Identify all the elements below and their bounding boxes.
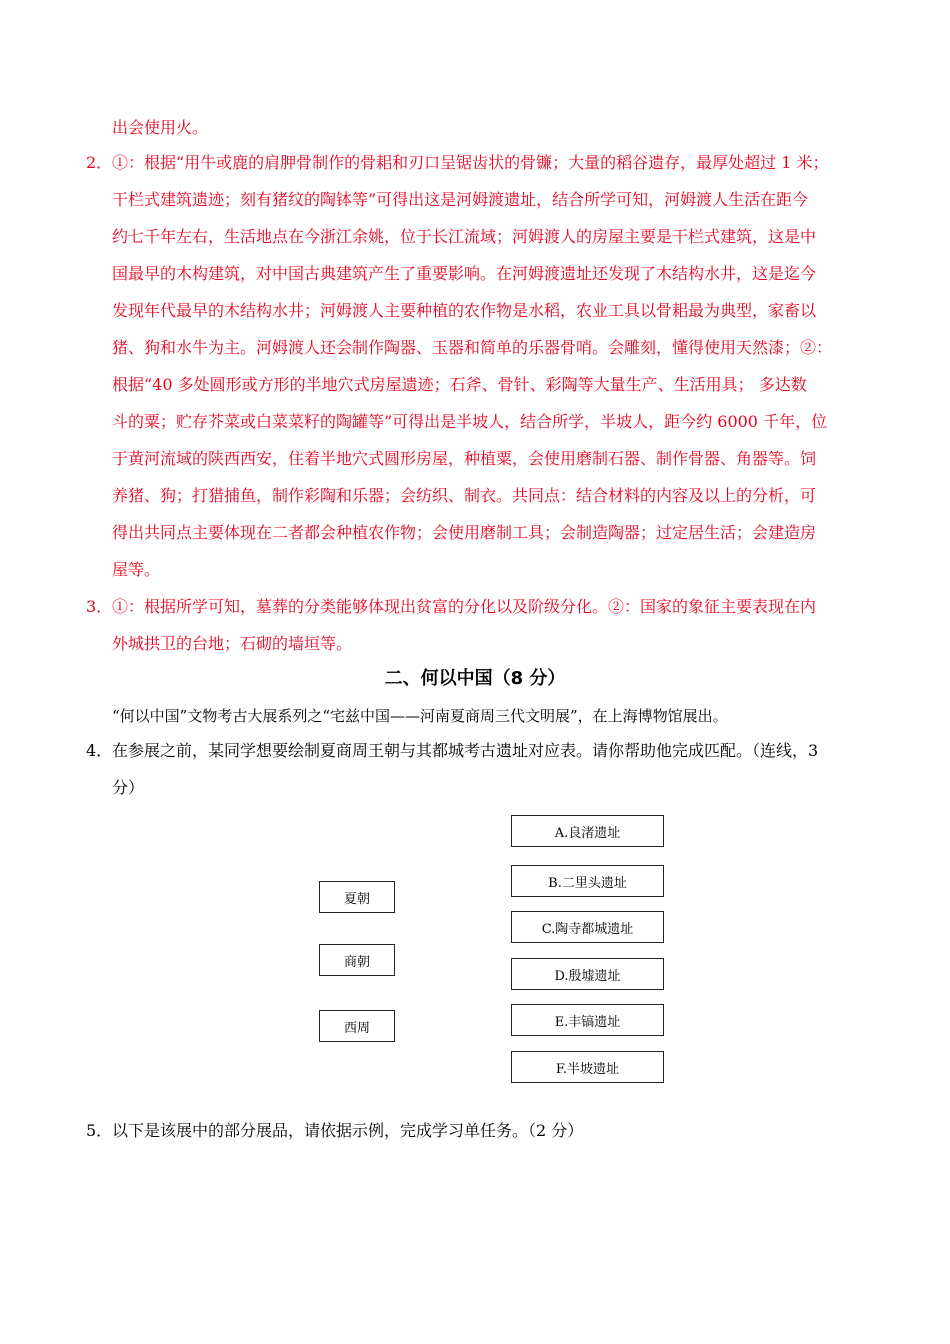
- answer-line-continued: 出会使用火。: [112, 118, 209, 137]
- site-box-c[interactable]: C.陶寺都城遗址: [511, 911, 664, 943]
- q3-answer-line: 外城拱卫的台地；石砌的墙垣等。: [112, 634, 353, 653]
- site-box-d[interactable]: D.殷墟遗址: [511, 958, 664, 990]
- q2-answer-line: 发现年代最早的木结构水井；河姆渡人主要种植的农作物是水稻，农业工具以骨耜最为典型，家畜以: [112, 301, 817, 320]
- q2-answer-line: 养猪、狗；打猎捕鱼，制作彩陶和乐器；会纺织、制衣。共同点：结合材料的内容及以上的分析，可: [112, 486, 817, 505]
- q2-answer-line: 屋等。: [112, 560, 161, 579]
- site-box-f[interactable]: F.半坡遗址: [511, 1051, 664, 1083]
- q2-answer-line: 约七千年左右，生活地点在今浙江余姚，位于长江流域；河姆渡人的房屋主要是干栏式建筑，这是中: [112, 227, 817, 246]
- section-title: 二、何以中国（8 分）: [384, 668, 566, 689]
- dynasty-box-xia[interactable]: 夏朝: [319, 881, 395, 913]
- q4-text-line: 分）: [112, 778, 145, 797]
- question-4-number: 4．: [86, 741, 113, 760]
- q3-answer-line: ①：根据所学可知，墓葬的分类能够体现出贫富的分化以及阶级分化。②：国家的象征主要表现在内: [112, 597, 817, 616]
- q2-answer-line: 根据“40 多处圆形或方形的半地穴式房屋遗迹；石斧、骨针、彩陶等大量生产、生活用具； 多达数: [112, 375, 807, 394]
- q2-answer-line: ①：根据“用牛或鹿的肩胛骨制作的骨耜和刃口呈锯齿状的骨镰；大量的稻谷遗存，最厚处超过 1 米；: [112, 153, 829, 172]
- q2-answer-line: 于黄河流域的陕西西安，住着半地穴式圆形房屋，种植粟，会使用磨制石器、制作骨器、角器等。饲: [112, 449, 817, 468]
- section-intro: “何以中国”文物考古大展系列之“宅兹中国——河南夏商周三代文明展”，在上海博物馆展出。: [112, 707, 728, 725]
- q5-text: 以下是该展中的部分展品，请依据示例，完成学习单任务。（2 分）: [112, 1121, 584, 1140]
- site-box-b[interactable]: B.二里头遗址: [511, 865, 664, 897]
- dynasty-box-western-zhou[interactable]: 西周: [319, 1010, 395, 1042]
- question-5-number: 5．: [86, 1121, 113, 1140]
- site-box-e[interactable]: E.丰镐遗址: [511, 1004, 664, 1036]
- question-3-number: 3．: [86, 597, 113, 616]
- q2-answer-line: 猪、狗和水牛为主。河姆渡人还会制作陶器、玉器和简单的乐器骨哨。会雕刻，懂得使用天然漆；②：: [112, 338, 833, 357]
- site-box-a[interactable]: A.良渚遗址: [511, 815, 664, 847]
- q2-answer-line: 斗的粟；贮存芥菜或白菜菜籽的陶罐等”可得出是半坡人，结合所学，半坡人，距今约 6000 千年，位: [112, 412, 828, 431]
- q2-answer-line: 国最早的木构建筑，对中国古典建筑产生了重要影响。在河姆渡遗址还发现了木结构水井，这是迄今: [112, 264, 817, 283]
- dynasty-box-shang[interactable]: 商朝: [319, 944, 395, 976]
- q2-answer-line: 干栏式建筑遗迹；刻有猪纹的陶钵等”可得出这是河姆渡遗址，结合所学可知，河姆渡人生活在距今: [112, 190, 809, 209]
- q2-answer-line: 得出共同点主要体现在二者都会种植农作物；会使用磨制工具；会制造陶器；过定居生活；会建造房: [112, 523, 817, 542]
- question-2-number: 2．: [86, 153, 113, 172]
- q4-text-line: 在参展之前，某同学想要绘制夏商周王朝与其都城考古遗址对应表。请你帮助他完成匹配。（连线，3: [112, 741, 819, 760]
